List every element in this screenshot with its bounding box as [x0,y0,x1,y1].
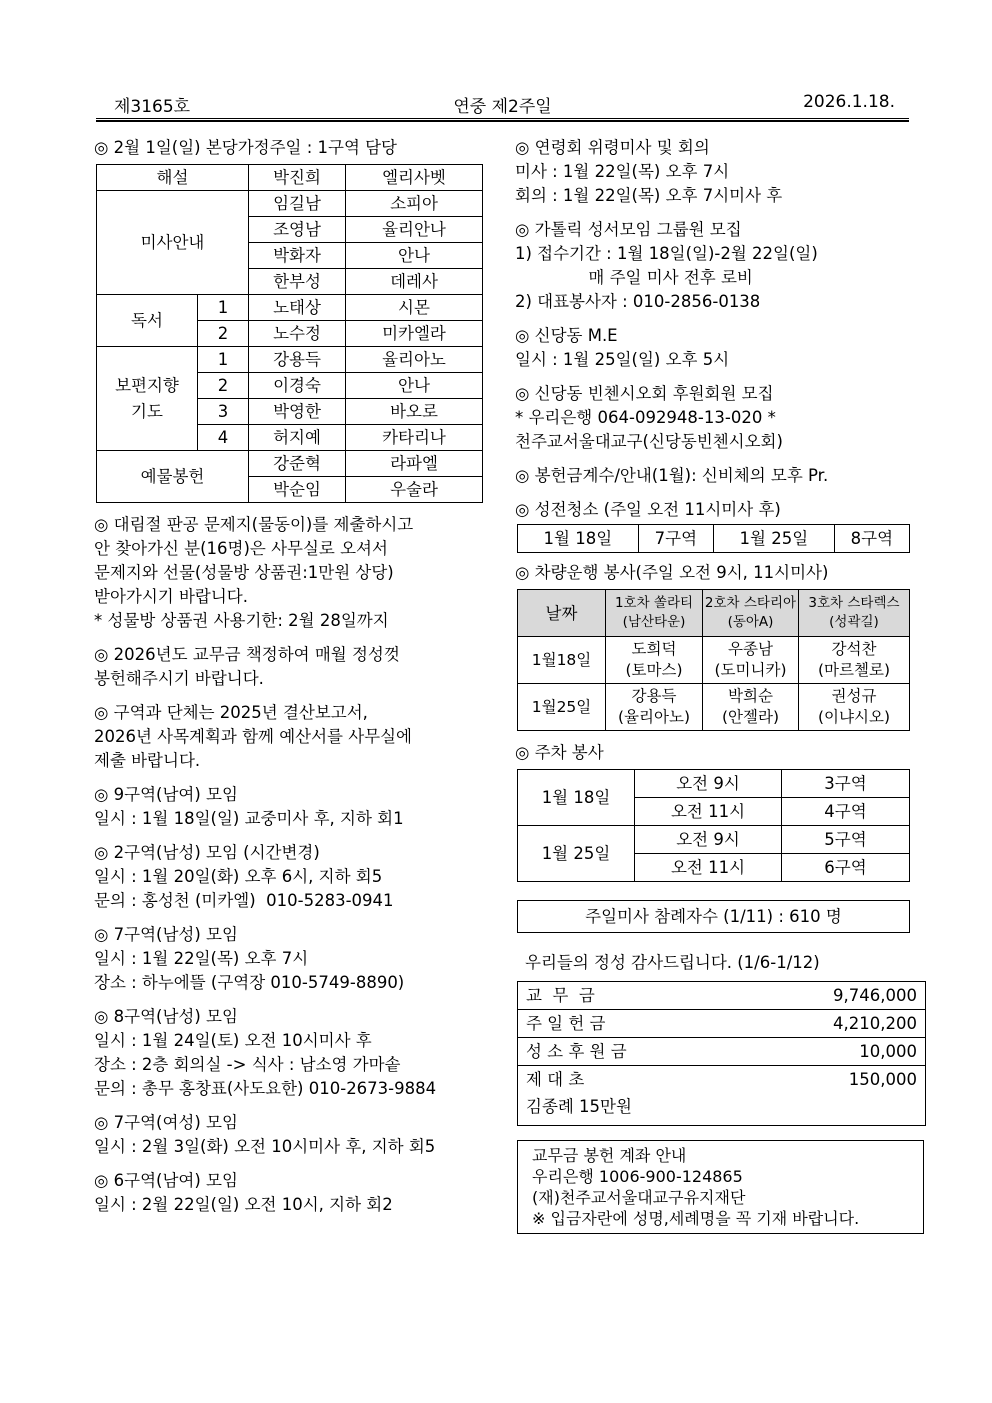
role-cell: 미사안내 [97,191,249,295]
cleaning-table [517,524,910,553]
name-cell: 강용득 [249,347,346,373]
notice-title: ◎ 구역과 단체는 2025년 결산보고서, [94,703,368,722]
account-info-box [517,1140,924,1234]
offering-label: 성 소 후 원 금 [526,1042,627,1061]
notice-title: ◎ 가톨릭 성서모임 그룹원 모집 [515,220,742,239]
driver-name: 강용득 [631,687,677,705]
notice-title: ◎ 연령회 위령미사 및 회의 [515,138,710,157]
vehicle-service-table [517,589,910,731]
driver-baptism: (안젤라) [721,708,779,726]
driver-cell [703,684,799,731]
attendance-box: 주일미사 참례자수 (1/11) : 610 명 [517,900,910,933]
baptism-cell: 바오로 [346,399,483,425]
notice-block [94,1005,484,1101]
notice-line: 일시 : 1월 25일(일) 오후 5시 [515,350,730,369]
time-cell: 오전 9시 [635,826,782,854]
account-line: 우리은행 1006-900-124865 [532,1167,743,1186]
notice-line: 문의 : 홍성천 (미카엘) 010-5283-0941 [94,891,394,910]
driver-cell [606,684,703,731]
offering-row [518,1010,925,1038]
notice-line: 일시 : 2월 22일(일) 오전 10시, 지하 회2 [94,1195,393,1214]
cleaning-district-cell: 7구역 [638,525,713,553]
bulletin-header [96,92,909,118]
right-notices [515,136,911,488]
offering-row [518,982,925,1010]
baptism-cell: 안나 [346,373,483,399]
notice-line: 1) 접수기간 : 1월 18일(일)-2월 22일(일) [515,244,818,263]
notice-line: 일시 : 1월 18일(일) 교중미사 후, 지하 회1 [94,809,404,828]
offering-amount: 9,746,000 [833,986,917,1005]
header-line: (동아A) [727,614,774,630]
notice-line: 봉헌해주시기 바랍니다. [94,669,264,688]
role-line: 기도 [131,401,163,421]
driver-cell [799,637,910,684]
driver-name: 권성규 [831,687,877,705]
family-sunday-title: ◎ 2월 1일(일) 본당가정주일 : 1구역 담당 [94,138,398,157]
driver-cell [799,684,910,731]
offerings-box [517,981,926,1126]
baptism-cell: 라파엘 [346,451,483,477]
notice-title: ◎ 신당동 빈첸시오회 후원회원 모집 [515,384,774,403]
header-line: 3호차 스타렉스 [808,595,900,611]
date-cell: 1월 18일 [518,770,635,826]
table-row [97,295,483,321]
notice-line: 일시 : 1월 20일(화) 오후 6시, 지하 회5 [94,867,383,886]
notice-line: 문제지와 선물(성물방 상품권:1만원 상당) [94,563,394,582]
offering-label: 주 일 헌 금 [526,1014,606,1033]
notice-line: * 성물방 상품권 사용기한: 2월 28일까지 [94,611,389,630]
driver-name: 강석찬 [831,640,877,658]
liturgical-week: 연중 제2주일 [453,97,552,117]
notice-block [94,513,484,633]
notice-line: 장소 : 2층 회의실 -> 식사 : 남소영 가마솥 [94,1055,401,1074]
notice-title: ◎ 9구역(남여) 모임 [94,785,238,804]
driver-baptism: (율리아노) [618,708,690,726]
notice-line: 2) 대표봉사자 : 010-2856-0138 [515,292,761,311]
role-line: 보편지향 [115,375,179,395]
account-line: 교무금 봉헌 계좌 안내 [532,1146,687,1165]
number-cell: 1 [198,295,249,321]
notice-line: 2026년 사목계획과 함께 예산서를 사무실에 [94,727,412,746]
driver-baptism: (이냐시오) [818,708,890,726]
notice-block [94,701,484,773]
driver-baptism: (도미니카) [714,661,787,679]
notice-line: 안 찾아가신 분(16명)은 사무실로 오셔서 [94,539,388,558]
header-divider [96,118,909,122]
time-cell: 오전 11시 [635,798,782,826]
district-cell: 6구역 [782,854,910,882]
table-row [97,165,483,191]
parking-title: ◎ 주차 봉사 [515,743,604,762]
role-cell: 독서 [97,295,198,347]
notice-line: * 우리은행 064-092948-13-020 * [515,408,776,427]
right-column [515,136,917,1234]
notice-line: 일시 : 2월 3일(화) 오전 10시미사 후, 지하 회5 [94,1137,436,1156]
table-row [518,770,910,798]
header-car-2 [703,590,799,637]
cleaning-title: ◎ 성전청소 (주일 오전 11시미사 후) [515,500,781,519]
notice-line: 일시 : 1월 22일(목) 오후 7시 [94,949,309,968]
baptism-cell: 소피아 [346,191,483,217]
header-line: 2호차 스타리아 [704,595,797,611]
left-column [94,136,484,1227]
name-cell: 박화자 [249,243,346,269]
name-cell: 노태상 [249,295,346,321]
offering-label: 제 대 초 [526,1070,585,1089]
baptism-cell: 카타리나 [346,425,483,451]
baptism-cell: 율리안나 [346,217,483,243]
header-line: (성곽길) [829,614,879,630]
name-cell: 허지예 [249,425,346,451]
name-cell: 강준혁 [249,451,346,477]
header-car-3 [799,590,910,637]
name-cell: 조영남 [249,217,346,243]
district-cell: 4구역 [782,798,910,826]
notice-block [94,783,484,831]
notice-title: ◎ 2구역(남성) 모임 (시간변경) [94,843,320,862]
driver-name: 도희덕 [631,640,677,658]
notice-block [515,382,911,454]
offering-note: 김종례 15만원 [526,1097,632,1116]
date-cell: 1월25일 [518,684,606,731]
family-sunday-roster-table [96,164,483,503]
cleaning-date-cell: 1월 18일 [518,525,639,553]
name-cell: 노수정 [249,321,346,347]
notice-title: ◎ 6구역(남여) 모임 [94,1171,238,1190]
offerings-title: 우리들의 정성 감사드립니다. (1/6-1/12) [525,953,820,972]
notice-block [94,1169,484,1217]
baptism-cell: 미카엘라 [346,321,483,347]
notice-line: 매 주일 미사 전후 로비 [515,268,753,287]
notice-block [94,923,484,995]
left-notices [94,513,484,1217]
notice-title: ◎ 8구역(남성) 모임 [94,1007,238,1026]
name-cell: 한부성 [249,269,346,295]
notice-line: 받아가시기 바랍니다. [94,587,248,606]
driver-cell [703,637,799,684]
name-cell: 박순임 [249,477,346,503]
baptism-cell: 우술라 [346,477,483,503]
account-line: (재)천주교서울대교구유지재단 [532,1188,746,1207]
table-header-row [518,590,910,637]
number-cell: 2 [198,321,249,347]
name-cell: 임길남 [249,191,346,217]
header-line: (남산타운) [622,614,686,630]
notice-line: 제출 바랍니다. [94,751,201,770]
baptism-cell: 안나 [346,243,483,269]
offering-amount: 4,210,200 [833,1014,917,1033]
notice-title: ◎ 대림절 판공 문제지(물동이)를 제출하시고 [94,515,414,534]
notice-line: 회의 : 1월 22일(목) 오후 7시미사 후 [515,186,783,205]
driver-name: 박희순 [728,687,773,705]
district-cell: 5구역 [782,826,910,854]
driver-baptism: (마르첼로) [818,661,890,679]
offering-amount: 10,000 [859,1042,917,1061]
notice-title: ◎ 7구역(여성) 모임 [94,1113,238,1132]
name-cell: 이경숙 [249,373,346,399]
number-cell: 2 [198,373,249,399]
notice-title: ◎ 봉헌금계수/안내(1월): 신비체의 모후 Pr. [515,466,829,485]
notice-block [515,464,911,488]
notice-line: 미사 : 1월 22일(목) 오후 7시 [515,162,730,181]
role-cell: 해설 [97,165,249,191]
table-row [97,451,483,477]
notice-title: ◎ 7구역(남성) 모임 [94,925,238,944]
number-cell: 3 [198,399,249,425]
table-row [97,191,483,217]
issue-date: 2026.1.18. [803,92,895,112]
number-cell: 4 [198,425,249,451]
driver-baptism: (토마스) [625,661,683,679]
notice-block [94,841,484,913]
vehicle-title: ◎ 차량운행 봉사(주일 오전 9시, 11시미사) [515,563,829,582]
table-row [518,637,910,684]
header-date: 날짜 [518,590,606,637]
driver-cell [606,637,703,684]
cleaning-district-cell: 8구역 [834,525,909,553]
offering-amount: 150,000 [848,1070,917,1089]
table-row [518,684,910,731]
header-line: 1호차 쏠라티 [614,595,694,611]
name-cell: 박영한 [249,399,346,425]
district-cell: 3구역 [782,770,910,798]
table-row [97,347,483,373]
role-cell: 예물봉헌 [97,451,249,503]
role-cell [97,347,198,451]
time-cell: 오전 11시 [635,854,782,882]
account-line: ※ 입금자란에 성명,세례명을 꼭 기재 바랍니다. [532,1209,860,1228]
offering-label: 교 무 금 [526,986,595,1005]
notice-block [94,643,484,691]
time-cell: 오전 9시 [635,770,782,798]
notice-line: 일시 : 1월 24일(토) 오전 10시미사 후 [94,1031,372,1050]
parking-service-table [517,769,910,882]
table-row [518,525,910,553]
issue-number: 제3165호 [114,97,191,117]
notice-block [515,218,911,314]
header-car-1 [606,590,703,637]
offering-row [518,1038,925,1066]
notice-block [515,136,911,208]
notice-line: 문의 : 총무 홍창표(사도요한) 010-2673-9884 [94,1079,437,1098]
offering-row [518,1066,925,1093]
notice-line: 장소 : 하누에뜰 (구역장 010-5749-8890) [94,973,405,992]
notice-title: ◎ 2026년도 교무금 책정하여 매월 정성껏 [94,645,400,664]
baptism-cell: 시몬 [346,295,483,321]
notice-block [515,324,911,372]
name-cell: 박진희 [249,165,346,191]
date-cell: 1월 25일 [518,826,635,882]
notice-block [94,1111,484,1159]
date-cell: 1월18일 [518,637,606,684]
table-row [518,826,910,854]
baptism-cell: 엘리사벳 [346,165,483,191]
cleaning-date-cell: 1월 25일 [713,525,834,553]
notice-title: ◎ 신당동 M.E [515,326,618,345]
number-cell: 1 [198,347,249,373]
baptism-cell: 율리아노 [346,347,483,373]
driver-name: 우종남 [728,640,773,658]
notice-line: 천주교서울대교구(신당동빈첸시오회) [515,432,783,451]
baptism-cell: 데레사 [346,269,483,295]
